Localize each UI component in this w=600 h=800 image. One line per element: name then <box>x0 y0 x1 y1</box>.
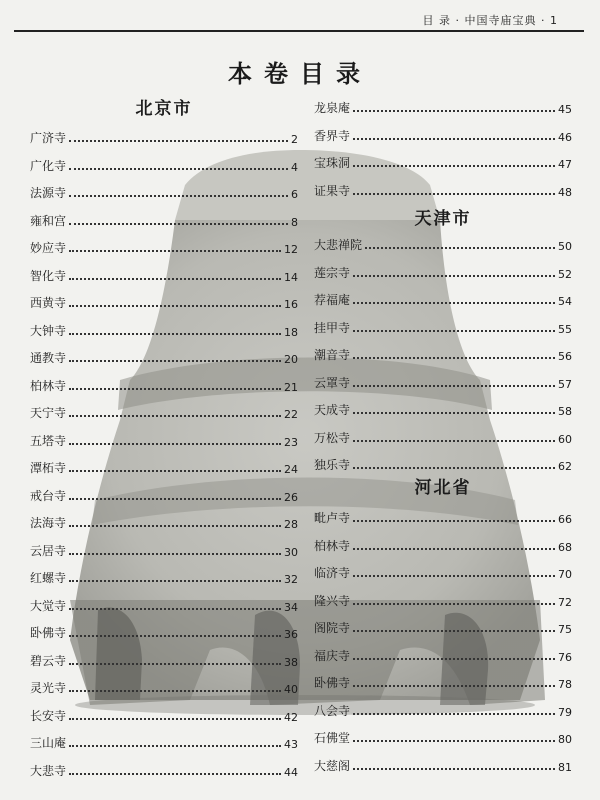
toc-entry[interactable] <box>314 288 572 308</box>
page-number: 76 <box>558 650 572 664</box>
page-number: 40 <box>284 683 298 696</box>
dot-leader <box>69 718 281 720</box>
toc-entry[interactable] <box>314 644 572 664</box>
temple-name: 大悲禅院 <box>314 238 363 252</box>
page-number: 2 <box>291 133 298 146</box>
temple-name: 碧云寺 <box>30 653 67 668</box>
page-number: 47 <box>558 158 572 171</box>
toc-entry[interactable] <box>30 621 298 641</box>
dot-leader <box>69 498 281 500</box>
toc-entry[interactable] <box>30 236 298 256</box>
toc-entry[interactable] <box>30 484 298 504</box>
temple-name: 毗卢寺 <box>314 511 351 525</box>
page-number: 81 <box>558 760 572 774</box>
toc-entry[interactable] <box>30 566 298 586</box>
toc-entry[interactable] <box>314 616 572 636</box>
page-number: 78 <box>558 678 572 691</box>
temple-name: 智化寺 <box>30 268 67 283</box>
dot-leader <box>69 223 288 225</box>
dot-leader <box>69 525 281 527</box>
temple-name: 福庆寺 <box>314 648 351 663</box>
dot-leader <box>69 608 281 610</box>
page-number: 36 <box>284 628 298 641</box>
dot-leader <box>353 467 555 469</box>
toc-entry[interactable] <box>30 676 298 696</box>
temple-name: 香界寺 <box>314 128 351 143</box>
page-number: 24 <box>284 463 298 476</box>
temple-name: 大觉寺 <box>30 598 67 613</box>
temple-name: 莲宗寺 <box>314 265 351 280</box>
temple-name: 阁院寺 <box>314 621 351 635</box>
dot-leader <box>353 302 555 304</box>
dot-leader <box>69 415 281 417</box>
page-number: 42 <box>284 710 298 724</box>
temple-name: 云居寺 <box>30 543 67 558</box>
temple-name: 潭柘寺 <box>30 461 67 475</box>
toc-entry[interactable] <box>30 209 298 229</box>
temple-name: 广济寺 <box>30 131 67 145</box>
temple-name: 雍和宫 <box>30 213 67 228</box>
toc-entry[interactable] <box>314 343 572 363</box>
toc-entry[interactable] <box>314 754 572 774</box>
toc-entry[interactable] <box>30 429 298 449</box>
dot-leader <box>353 740 555 742</box>
temple-name: 万松寺 <box>314 430 351 445</box>
toc-entry[interactable] <box>314 534 572 554</box>
dot-leader <box>353 603 555 605</box>
dot-leader <box>353 357 555 359</box>
dot-leader <box>353 275 555 277</box>
dot-leader <box>353 575 555 577</box>
page-number: 75 <box>558 623 572 636</box>
temple-name: 大慈阁 <box>314 758 351 773</box>
dot-leader <box>69 745 281 747</box>
temple-name: 独乐寺 <box>314 458 351 472</box>
toc-entry[interactable] <box>30 346 298 366</box>
toc-entry[interactable] <box>314 398 572 418</box>
temple-name: 荐福庵 <box>314 293 351 307</box>
temple-name: 大悲寺 <box>30 763 67 778</box>
dot-leader <box>353 440 555 442</box>
dot-leader <box>69 690 281 692</box>
temple-name: 红螺寺 <box>30 571 67 585</box>
toc-entry[interactable] <box>314 561 572 581</box>
page-number: 70 <box>558 568 572 581</box>
page-number: 23 <box>284 435 298 449</box>
header-rule <box>14 30 584 32</box>
page-number: 22 <box>284 408 298 421</box>
dot-leader <box>353 165 555 167</box>
dot-leader <box>69 470 281 472</box>
page-number: 60 <box>558 432 572 446</box>
toc-entry[interactable] <box>314 261 572 281</box>
page-number: 62 <box>558 460 572 473</box>
page-number: 58 <box>558 405 572 418</box>
region-heading-hebei: 河北省 <box>414 478 472 498</box>
toc-entry[interactable] <box>30 649 298 669</box>
dot-leader <box>353 548 555 550</box>
dot-leader <box>69 333 281 335</box>
dot-leader <box>353 385 555 387</box>
dot-leader <box>69 195 288 197</box>
toc-entry[interactable] <box>314 316 572 336</box>
dot-leader <box>69 278 281 280</box>
toc-entry[interactable] <box>30 704 298 724</box>
temple-name: 五塔寺 <box>30 433 67 448</box>
temple-name: 八会寺 <box>314 703 351 718</box>
page-number: 6 <box>291 188 298 201</box>
toc-entry[interactable] <box>314 726 572 746</box>
page-number: 44 <box>284 765 298 779</box>
dot-leader <box>353 520 555 522</box>
toc-entry[interactable] <box>30 401 298 421</box>
page-number: 68 <box>558 540 572 554</box>
toc-entry[interactable] <box>314 124 572 144</box>
dot-leader <box>353 713 555 715</box>
page-number: 50 <box>558 240 572 253</box>
dot-leader <box>69 443 281 445</box>
page-number: 57 <box>558 377 572 391</box>
toc-entry[interactable] <box>30 759 298 779</box>
temple-name: 临济寺 <box>314 566 351 580</box>
page-number: 79 <box>558 705 572 719</box>
page-number: 54 <box>558 295 572 308</box>
page-number: 20 <box>284 353 298 366</box>
toc-entry[interactable] <box>314 96 572 116</box>
toc-entry[interactable] <box>30 539 298 559</box>
dot-leader <box>69 388 281 390</box>
dot-leader <box>69 635 281 637</box>
toc-entry[interactable] <box>314 179 572 199</box>
dot-leader <box>69 553 281 555</box>
dot-leader <box>353 138 555 140</box>
region-heading-beijing: 北京市 <box>135 99 193 119</box>
dot-leader <box>69 663 281 665</box>
page-number: 8 <box>291 215 298 229</box>
dot-leader <box>69 305 281 307</box>
page-number: 18 <box>284 325 298 339</box>
page-number: 4 <box>291 160 298 174</box>
page-number: 45 <box>558 103 572 116</box>
dot-leader <box>353 768 555 770</box>
toc-entry[interactable] <box>30 126 298 146</box>
page-number: 14 <box>284 270 298 284</box>
temple-name: 龙泉庵 <box>314 101 351 115</box>
dot-leader <box>69 580 281 582</box>
page-number: 32 <box>284 573 298 586</box>
dot-leader <box>69 250 281 252</box>
temple-name: 法海寺 <box>30 516 67 530</box>
temple-name: 证果寺 <box>314 183 351 198</box>
temple-name: 戒台寺 <box>30 488 67 503</box>
toc-entry[interactable] <box>314 506 572 526</box>
toc-entry[interactable] <box>30 291 298 311</box>
temple-name: 柏林寺 <box>30 378 67 393</box>
temple-name: 灵光寺 <box>30 681 67 695</box>
toc-entry[interactable] <box>314 426 572 446</box>
page-number: 48 <box>558 185 572 199</box>
temple-name: 挂甲寺 <box>314 320 351 335</box>
toc-entry[interactable] <box>30 154 298 174</box>
toc-entry[interactable] <box>314 371 572 391</box>
temple-name: 隆兴寺 <box>314 593 351 608</box>
page-number: 66 <box>558 513 572 526</box>
page-number: 34 <box>284 600 298 614</box>
dot-leader <box>353 630 555 632</box>
page-number: 30 <box>284 545 298 559</box>
page-number: 26 <box>284 490 298 504</box>
toc-entry[interactable] <box>30 374 298 394</box>
temple-name: 妙应寺 <box>30 241 67 255</box>
dot-leader <box>69 140 288 142</box>
toc-entry[interactable] <box>30 594 298 614</box>
temple-name: 云罩寺 <box>314 375 351 390</box>
temple-name: 天宁寺 <box>30 406 67 420</box>
page-number: 80 <box>558 733 572 746</box>
temple-name: 宝珠洞 <box>314 156 351 170</box>
toc-entry[interactable] <box>30 319 298 339</box>
temple-name: 法源寺 <box>30 186 67 200</box>
dot-leader <box>353 193 555 195</box>
dot-leader <box>353 412 555 414</box>
toc-entry[interactable] <box>314 699 572 719</box>
page-number: 52 <box>558 267 572 281</box>
temple-name: 大钟寺 <box>30 323 67 338</box>
page-number: 28 <box>284 518 298 531</box>
toc-entry[interactable] <box>314 453 572 473</box>
dot-leader <box>353 110 555 112</box>
temple-name: 长安寺 <box>30 708 67 723</box>
page-number: 56 <box>558 350 572 363</box>
toc-entry[interactable] <box>30 511 298 531</box>
temple-name: 通教寺 <box>30 351 67 365</box>
temple-name: 柏林寺 <box>314 538 351 553</box>
temple-name: 潮音寺 <box>314 348 351 362</box>
toc-entry[interactable] <box>30 264 298 284</box>
page-number: 72 <box>558 595 572 609</box>
page-number: 46 <box>558 130 572 144</box>
running-header: 目 录 · 中国寺庙宝典 · 1 <box>422 14 558 27</box>
page-number: 38 <box>284 655 298 669</box>
temple-name: 卧佛寺 <box>314 676 351 690</box>
page-number: 55 <box>558 322 572 336</box>
temple-name: 天成寺 <box>314 403 351 417</box>
page-number: 12 <box>284 243 298 256</box>
dot-leader <box>365 247 555 249</box>
toc-entry[interactable] <box>30 181 298 201</box>
temple-name: 广化寺 <box>30 158 67 173</box>
toc-entry[interactable] <box>314 671 572 691</box>
toc-entry[interactable] <box>314 151 572 171</box>
page-number: 21 <box>284 380 298 394</box>
temple-name: 西黄寺 <box>30 296 67 310</box>
region-heading-tianjin: 天津市 <box>414 209 472 229</box>
page-title: 本卷目录 <box>228 60 372 88</box>
dot-leader <box>353 685 555 687</box>
temple-name: 石佛堂 <box>314 731 351 745</box>
dot-leader <box>69 168 288 170</box>
toc-entry[interactable] <box>30 731 298 751</box>
temple-name: 卧佛寺 <box>30 626 67 640</box>
page-number: 43 <box>284 738 298 751</box>
toc-entry[interactable] <box>314 589 572 609</box>
dot-leader <box>353 330 555 332</box>
dot-leader <box>69 360 281 362</box>
toc-entry[interactable] <box>30 456 298 476</box>
temple-name: 三山庵 <box>30 736 67 750</box>
dot-leader <box>69 773 281 775</box>
dot-leader <box>353 658 555 660</box>
toc-entry[interactable] <box>314 233 572 253</box>
page-number: 16 <box>284 298 298 311</box>
